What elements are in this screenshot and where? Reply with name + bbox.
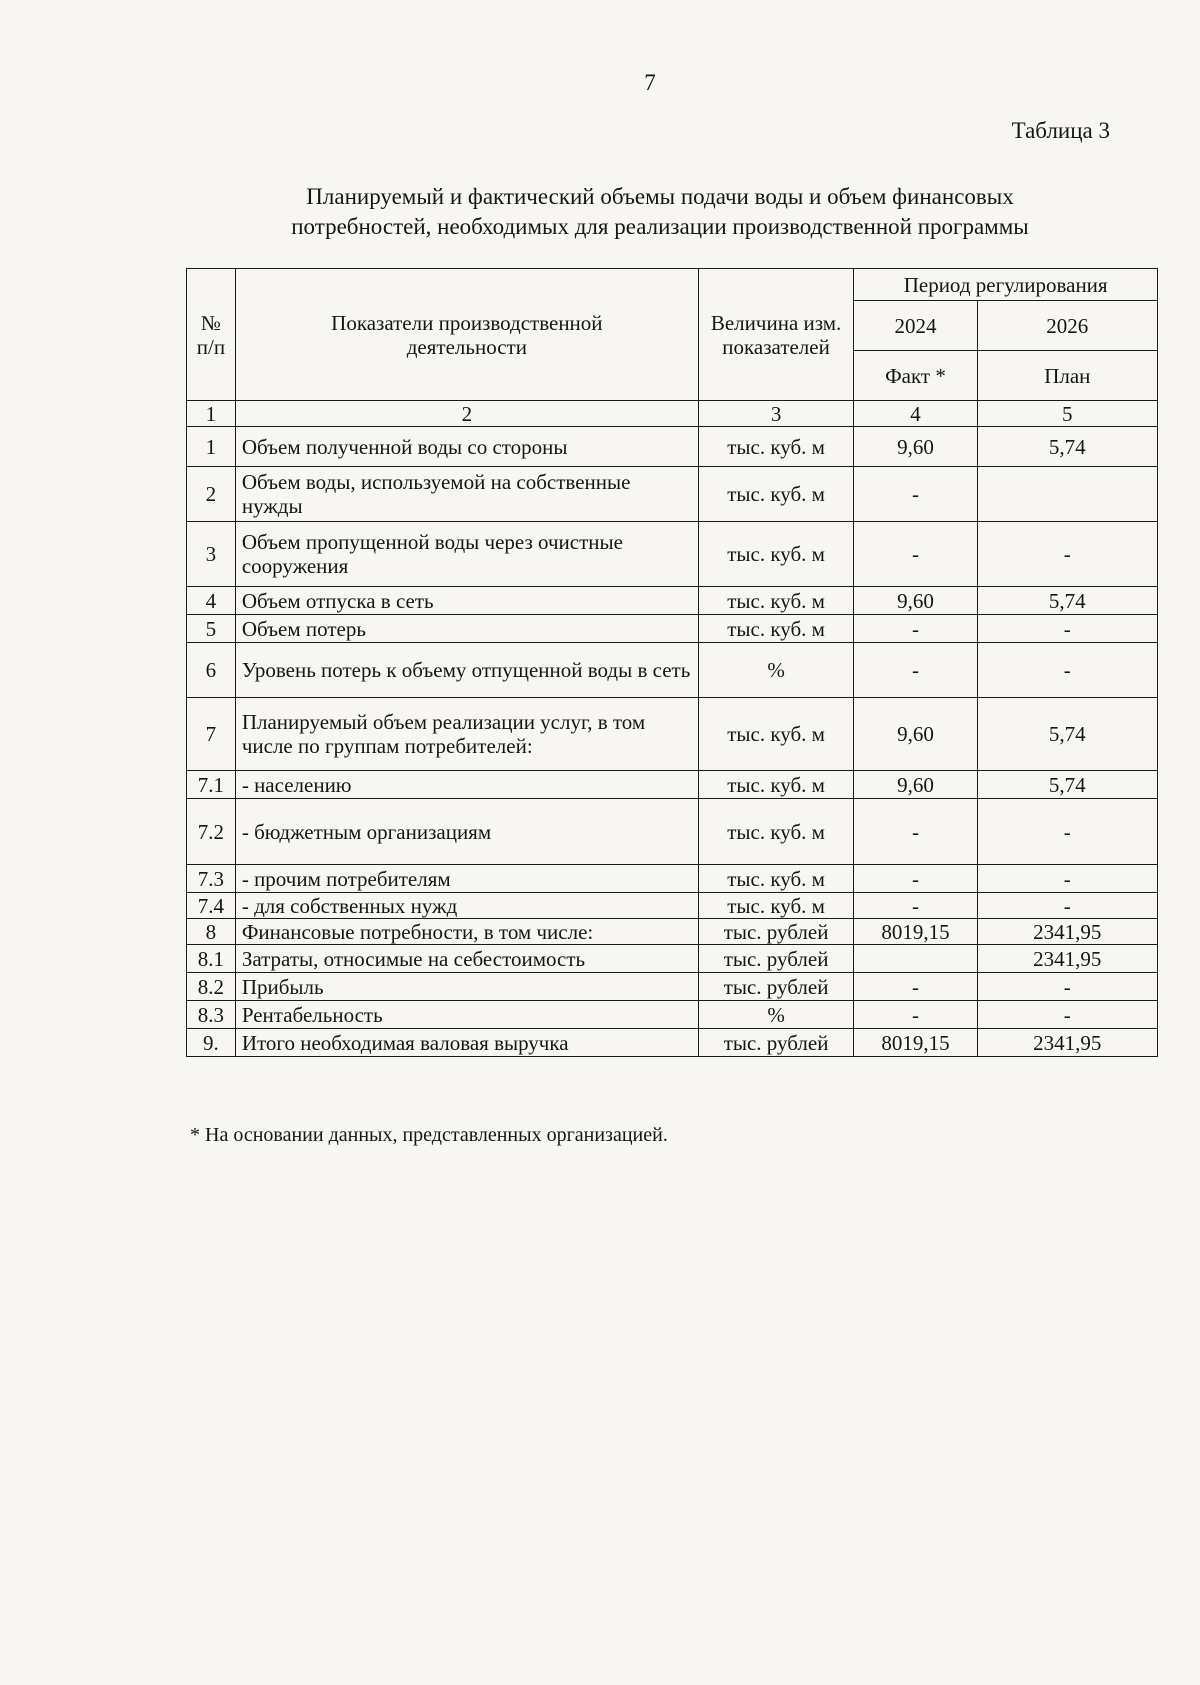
table-label: Таблица 3 <box>1011 118 1110 143</box>
row-indicator: Объем пропущенной воды через очистные сооружения <box>235 522 698 587</box>
row-indicator: - бюджетным организациям <box>235 799 698 865</box>
row-number: 8 <box>187 919 236 945</box>
table-row <box>187 865 1158 893</box>
row-value-2024 <box>854 945 977 973</box>
data-table <box>186 268 1158 1057</box>
header-fact: Факт * <box>854 351 977 401</box>
row-number: 8.3 <box>187 1001 236 1029</box>
row-value-2024: 8019,15 <box>854 919 977 945</box>
row-indicator: Прибыль <box>235 973 698 1001</box>
row-unit: тыс. куб. м <box>698 893 853 919</box>
row-number: 2 <box>187 467 236 522</box>
row-value-2026: 5,74 <box>977 698 1157 771</box>
row-number: 9. <box>187 1029 236 1057</box>
table-row <box>187 467 1158 522</box>
row-number: 7.3 <box>187 865 236 893</box>
table-row <box>187 587 1158 615</box>
row-number: 7.2 <box>187 799 236 865</box>
column-index: 5 <box>977 401 1157 427</box>
row-unit: тыс. рублей <box>698 919 853 945</box>
row-unit: тыс. куб. м <box>698 698 853 771</box>
header-year-2026: 2026 <box>977 301 1157 351</box>
row-number: 1 <box>187 427 236 467</box>
table-row <box>187 919 1158 945</box>
title-line-2: потребностей, необходимых для реализации производственной программы <box>291 214 1029 239</box>
row-indicator: Финансовые потребности, в том числе: <box>235 919 698 945</box>
row-value-2026: 2341,95 <box>977 919 1157 945</box>
table-row <box>187 945 1158 973</box>
row-value-2024: - <box>854 467 977 522</box>
row-unit: % <box>698 643 853 698</box>
table-row <box>187 893 1158 919</box>
header-num: № п/п <box>187 269 236 401</box>
row-value-2026: 5,74 <box>977 427 1157 467</box>
table-row <box>187 698 1158 771</box>
row-value-2024: 9,60 <box>854 771 977 799</box>
row-unit: тыс. куб. м <box>698 865 853 893</box>
row-number: 8.1 <box>187 945 236 973</box>
header-year-2024: 2024 <box>854 301 977 351</box>
row-unit: тыс. куб. м <box>698 522 853 587</box>
row-number: 5 <box>187 615 236 643</box>
row-indicator: Объем отпуска в сеть <box>235 587 698 615</box>
row-number: 7.1 <box>187 771 236 799</box>
column-index: 4 <box>854 401 977 427</box>
row-value-2026: - <box>977 973 1157 1001</box>
row-unit: тыс. куб. м <box>698 427 853 467</box>
header-unit: Величина изм. показателей <box>698 269 853 401</box>
row-indicator: Объем потерь <box>235 615 698 643</box>
row-indicator: - прочим потребителям <box>235 865 698 893</box>
footnote: * На основании данных, представленных организацией. <box>190 1124 668 1146</box>
row-unit: тыс. рублей <box>698 1029 853 1057</box>
table-row <box>187 522 1158 587</box>
row-number: 8.2 <box>187 973 236 1001</box>
row-unit: тыс. куб. м <box>698 467 853 522</box>
row-indicator: - населению <box>235 771 698 799</box>
row-value-2026: 2341,95 <box>977 1029 1157 1057</box>
column-index: 3 <box>698 401 853 427</box>
table-row <box>187 427 1158 467</box>
row-value-2026: 5,74 <box>977 587 1157 615</box>
row-value-2026: - <box>977 643 1157 698</box>
title-line-1: Планируемый и фактический объемы подачи воды и объем финансовых <box>306 184 1014 209</box>
row-value-2026 <box>977 467 1157 522</box>
row-unit: % <box>698 1001 853 1029</box>
row-value-2024: - <box>854 522 977 587</box>
row-value-2024: 9,60 <box>854 698 977 771</box>
row-value-2026: - <box>977 893 1157 919</box>
table-row <box>187 1029 1158 1057</box>
row-value-2024: - <box>854 615 977 643</box>
row-number: 3 <box>187 522 236 587</box>
header-plan: План <box>977 351 1157 401</box>
row-value-2024: - <box>854 799 977 865</box>
row-unit: тыс. куб. м <box>698 615 853 643</box>
row-value-2026: - <box>977 865 1157 893</box>
row-value-2024: - <box>854 1001 977 1029</box>
row-value-2026: - <box>977 799 1157 865</box>
row-unit: тыс. рублей <box>698 973 853 1001</box>
column-index: 2 <box>235 401 698 427</box>
row-number: 4 <box>187 587 236 615</box>
column-index: 1 <box>187 401 236 427</box>
row-value-2026: - <box>977 522 1157 587</box>
row-value-2024: - <box>854 643 977 698</box>
row-value-2026: 5,74 <box>977 771 1157 799</box>
row-unit: тыс. куб. м <box>698 587 853 615</box>
table-row <box>187 973 1158 1001</box>
row-number: 7.4 <box>187 893 236 919</box>
table-row <box>187 643 1158 698</box>
row-indicator: Планируемый объем реализации услуг, в том числе по группам потребителей: <box>235 698 698 771</box>
document-title <box>180 182 1140 242</box>
page-number: 7 <box>644 70 656 95</box>
row-value-2024: 8019,15 <box>854 1029 977 1057</box>
row-number: 7 <box>187 698 236 771</box>
header-period: Период регулирования <box>854 269 1158 301</box>
row-unit: тыс. рублей <box>698 945 853 973</box>
row-indicator: Объем полученной воды со стороны <box>235 427 698 467</box>
row-indicator: - для собственных нужд <box>235 893 698 919</box>
row-unit: тыс. куб. м <box>698 771 853 799</box>
row-number: 6 <box>187 643 236 698</box>
table-row <box>187 771 1158 799</box>
row-value-2024: - <box>854 865 977 893</box>
row-value-2026: 2341,95 <box>977 945 1157 973</box>
row-indicator: Уровень потерь к объему отпущенной воды в сеть <box>235 643 698 698</box>
row-indicator: Рентабельность <box>235 1001 698 1029</box>
row-value-2024: - <box>854 973 977 1001</box>
table-row <box>187 799 1158 865</box>
row-indicator: Итого необходимая валовая выручка <box>235 1029 698 1057</box>
row-unit: тыс. куб. м <box>698 799 853 865</box>
header-indicator: Показатели производственной деятельности <box>235 269 698 401</box>
table-row <box>187 615 1158 643</box>
row-value-2026: - <box>977 1001 1157 1029</box>
row-value-2024: - <box>854 893 977 919</box>
row-indicator: Затраты, относимые на себестоимость <box>235 945 698 973</box>
row-value-2026: - <box>977 615 1157 643</box>
row-value-2024: 9,60 <box>854 427 977 467</box>
table-row <box>187 1001 1158 1029</box>
row-indicator: Объем воды, используемой на собственные нужды <box>235 467 698 522</box>
row-value-2024: 9,60 <box>854 587 977 615</box>
